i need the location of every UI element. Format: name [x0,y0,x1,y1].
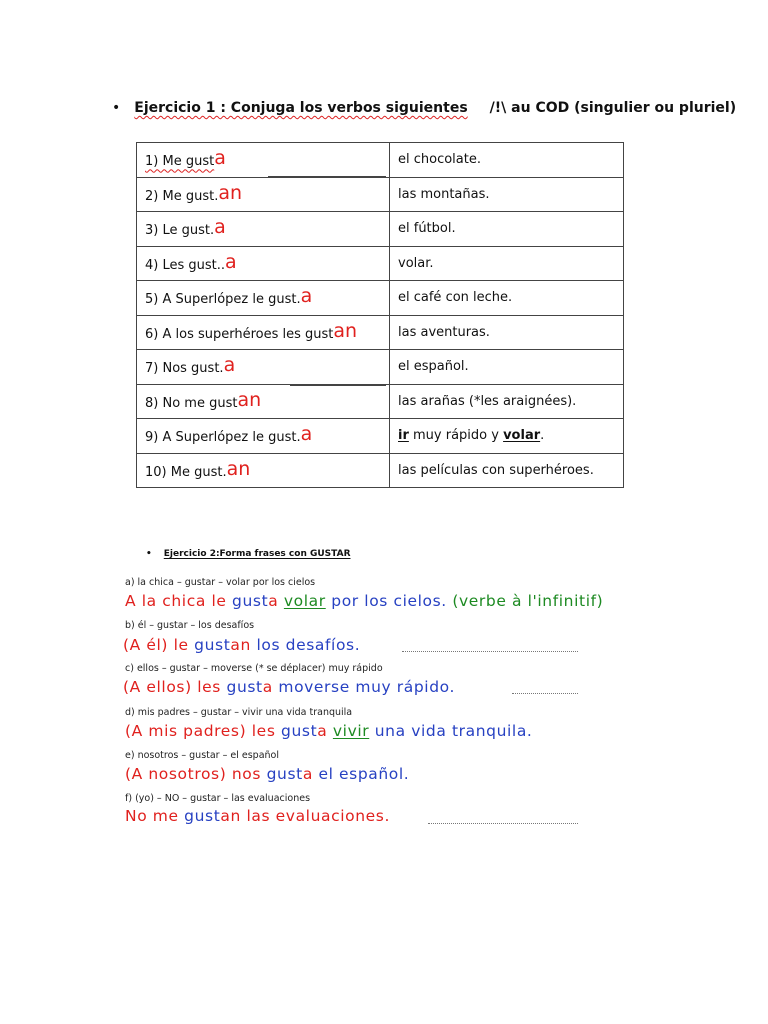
answer-line [512,693,578,694]
answer-b: (A él) le gustan los desafíos. [123,636,361,654]
table-row [137,212,624,247]
object-cell: el café con leche. [390,281,624,316]
object-cell: las montañas. [390,177,624,212]
prompt-a: a) la chica – gustar – volar por los cielos [125,577,316,588]
table-row [137,143,624,178]
rule-fragment [268,176,386,177]
verb-cell: 3) Le gust.a [137,212,390,247]
verb-cell: 7) Nos gust.a [137,350,390,385]
object-cell: el español. [390,350,624,385]
object-cell: las películas con superhéroes. [390,453,624,488]
answer-ending: a [214,216,226,239]
object-cell: el fútbol. [390,212,624,247]
exercise-1-title: Ejercicio 1 : Conjuga los verbos siguientes [134,100,468,116]
prompt-f: f) (yo) – NO – gustar – las evaluaciones [125,793,311,804]
object-cell: las arañas (*les araignées). [390,384,624,419]
answer-ending: an [333,319,358,342]
prompt-c: c) ellos – gustar – moverse (* se déplacer) muy rápido [125,663,383,674]
answer-e: (A nosotros) nos gusta el español. [125,765,410,783]
answer-ending: an [226,457,251,480]
prompt-e: e) nosotros – gustar – el español [125,750,280,761]
answer-line [402,651,578,652]
answer-a: A la chica le gusta volar por los cielos. (verbe à l'infinitif) [125,592,604,610]
verb-cell: 2) Me gust.an [137,177,390,212]
table-row [137,246,624,281]
prompt-b: b) él – gustar – los desafíos [125,620,255,631]
answer-ending: a [300,423,313,446]
rule-fragment [290,385,386,386]
object-cell: volar. [390,246,624,281]
exercise-2-header [146,546,351,562]
table-row [137,453,624,488]
object-cell: ir muy rápido y volar. [390,419,624,454]
exercise-1-note: /!\ au COD (singulier ou pluriel) [489,100,737,116]
answer-c: (A ellos) les gusta moverse muy rápido. [123,678,455,696]
table-row [137,177,624,212]
answer-ending: a [214,147,226,170]
answer-d: (A mis padres) les gusta vivir una vida tranquila. [125,722,533,740]
bullet: • [112,100,121,116]
object-cell: el chocolate. [390,143,624,178]
table-row [137,350,624,385]
exercise-1-header [112,97,736,119]
exercise-2-title: Ejercicio 2:Forma frases con GUSTAR [163,549,351,559]
verb-cell: 9) A Superlópez le gust.a [137,419,390,454]
table-row [137,315,624,350]
answer-ending: an [237,388,262,411]
conjugation-table [136,142,624,488]
verb-cell: 4) Les gust..a [137,246,390,281]
answer-line [428,823,578,824]
answer-ending: a [223,354,236,377]
verb-cell: 8) No me gustan [137,384,390,419]
object-cell: las aventuras. [390,315,624,350]
answer-ending: an [218,181,243,204]
answer-ending: a [300,285,313,308]
verb-cell: 6) A los superhéroes les gustan [137,315,390,350]
prompt-d: d) mis padres – gustar – vivir una vida tranquila [125,707,353,718]
answer-f: No me gustan las evaluaciones. [125,807,390,825]
verb-cell: 10) Me gust.an [137,453,390,488]
bullet: • [146,549,152,559]
table-row [137,281,624,316]
verb-cell: 5) A Superlópez le gust.a [137,281,390,316]
table-row [137,384,624,419]
table-row [137,419,624,454]
answer-ending: a [225,250,237,273]
verb-cell: 1) Me gusta [137,143,390,178]
